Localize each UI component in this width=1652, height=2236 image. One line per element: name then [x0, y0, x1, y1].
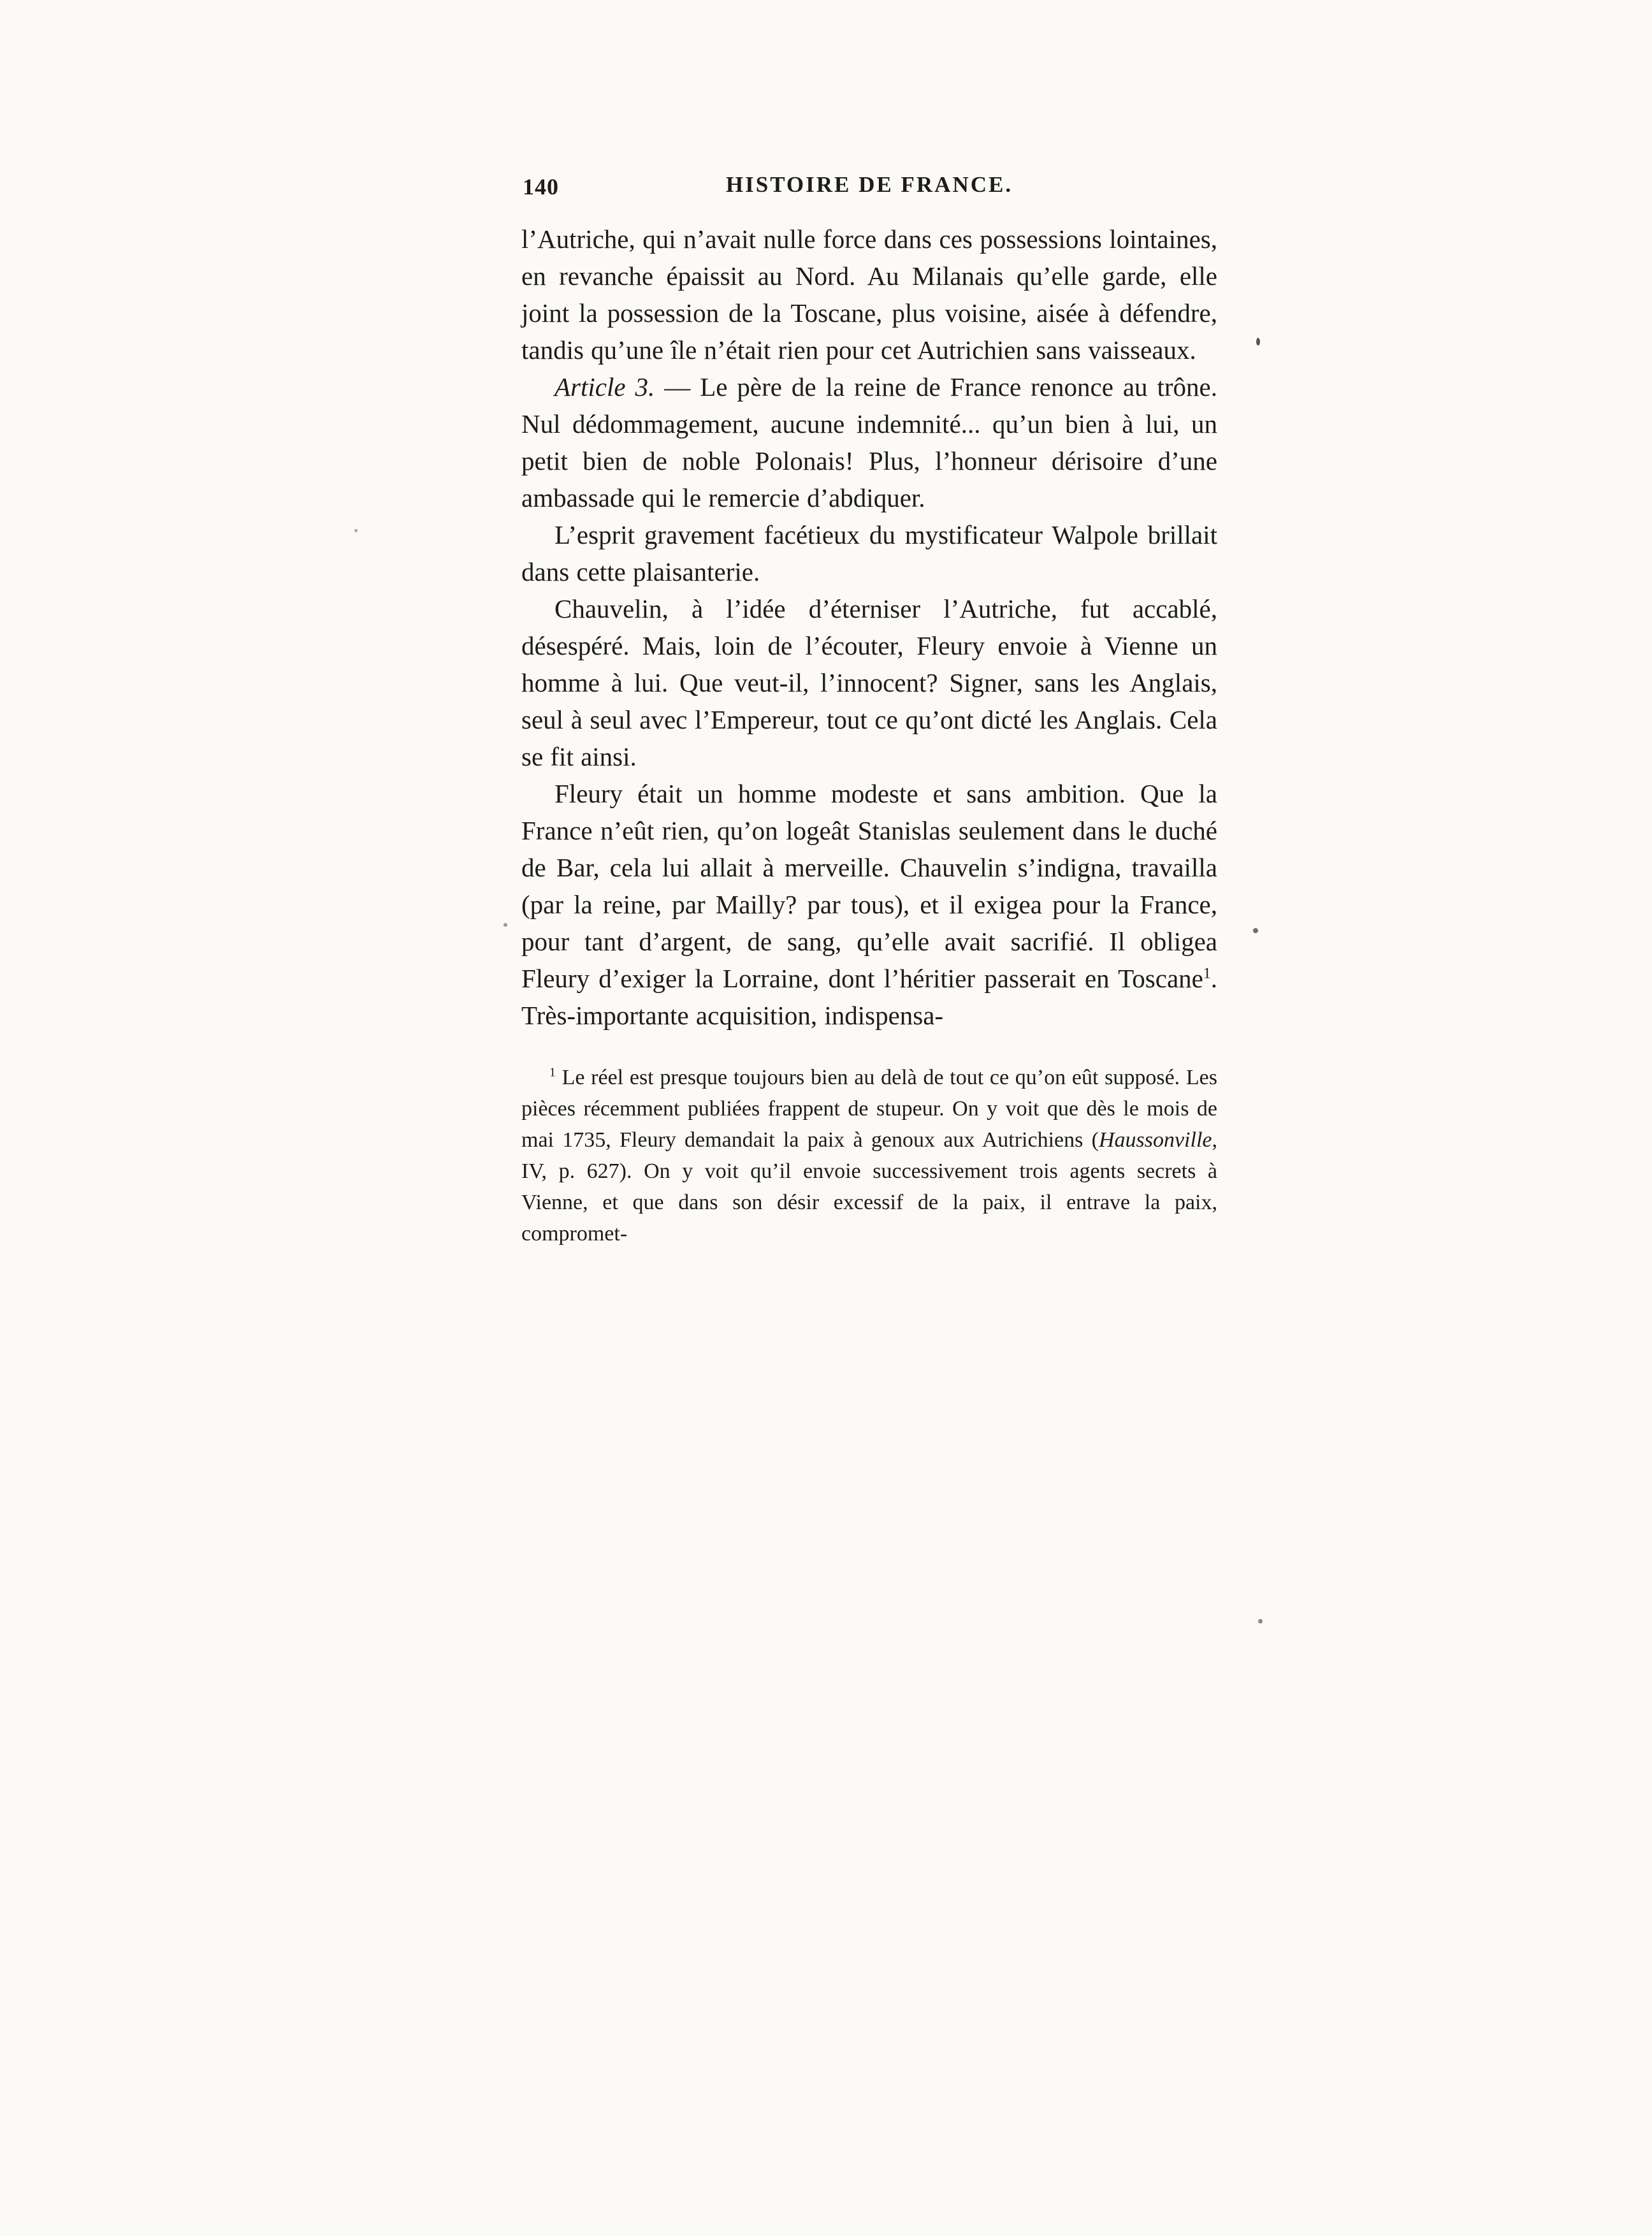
text-segment: — Le père de la reine de France renonce au trône. Nul dédommagement, aucune indemnité... qu’un bien à lui, un petit bien de noble Polonais! Plus, l’honneur dérisoire d’une ambassade qui le remercie d’abdiquer.	[521, 372, 1217, 512]
text-segment: Article 3.	[554, 372, 655, 402]
page-number: 140	[523, 174, 559, 200]
body-paragraph	[521, 516, 1217, 590]
scan-speck	[1256, 338, 1260, 345]
text-segment: l’Autriche, qui n’avait nulle force dans ces possessions lointaines, en revanche épaissit au Nord. Au Milanais qu’elle garde, elle joint la possession de la Toscane, plus voisine, aisée à défendre, tandis qu’une île n’était rien pour cet Autrichien sans vaisseaux.	[521, 224, 1217, 365]
scan-speck	[504, 923, 507, 927]
text-segment: , IV, p. 627). On y voit qu’il envoie successivement trois agents secrets à Vienne, et que dans son désir excessif de la paix, il entrave la paix, compromet-	[521, 1128, 1217, 1245]
text-segment: 1	[549, 1065, 556, 1080]
text-segment: L’esprit gravement facétieux du mystificateur Walpole brillait dans cette plaisanterie.	[521, 520, 1217, 586]
body-paragraph	[521, 775, 1217, 1034]
text-segment: Haussonville	[1098, 1128, 1212, 1152]
body-paragraph	[521, 368, 1217, 516]
text-segment: Chauvelin, à l’idée d’éterniser l’Autriche, fut accablé, désespéré. Mais, loin de l’écouter, Fleury envoie à Vienne un homme à lui. Que veut-il, l’innocent? Signer, sans les Anglais, seul à seul avec l’Empereur, tout ce qu’ont dicté les Anglais. Cela se fit ainsi.	[521, 594, 1217, 771]
running-title: HISTOIRE DE FRANCE.	[725, 172, 1013, 197]
body-paragraph	[521, 590, 1217, 775]
scan-speck	[1258, 1619, 1263, 1623]
body-paragraph	[521, 221, 1217, 368]
text-segment: . Très-importante acquisition, indispensa-	[521, 964, 1217, 1030]
body-text	[521, 221, 1217, 1034]
text-block	[521, 172, 1217, 1249]
text-segment: 1	[1203, 965, 1211, 982]
footnote-paragraph	[521, 1062, 1217, 1249]
text-segment: Le réel est presque toujours bien au delà de tout ce qu’on eût supposé. Les pièces récemment publiées frappent de stupeur. On y voit que dès le mois de mai 1735, Fleury demandait la paix à genoux aux Autrichiens (	[521, 1066, 1217, 1152]
running-header	[521, 172, 1217, 204]
scan-speck	[1253, 928, 1258, 933]
scan-speck	[354, 529, 358, 532]
text-segment: Fleury était un homme modeste et sans ambition. Que la France n’eût rien, qu’on logeât Stanislas seulement dans le duché de Bar, cela lui allait à merveille. Chauvelin s’indigna, travailla (par la reine, par Mailly? par tous), et il exigea pour la France, pour tant d’argent, de sang, qu’elle avait sacrifié. Il obligea Fleury d’exiger la Lorraine, dont l’héritier passerait en Toscane	[521, 779, 1217, 993]
footnote-section	[521, 1062, 1217, 1249]
